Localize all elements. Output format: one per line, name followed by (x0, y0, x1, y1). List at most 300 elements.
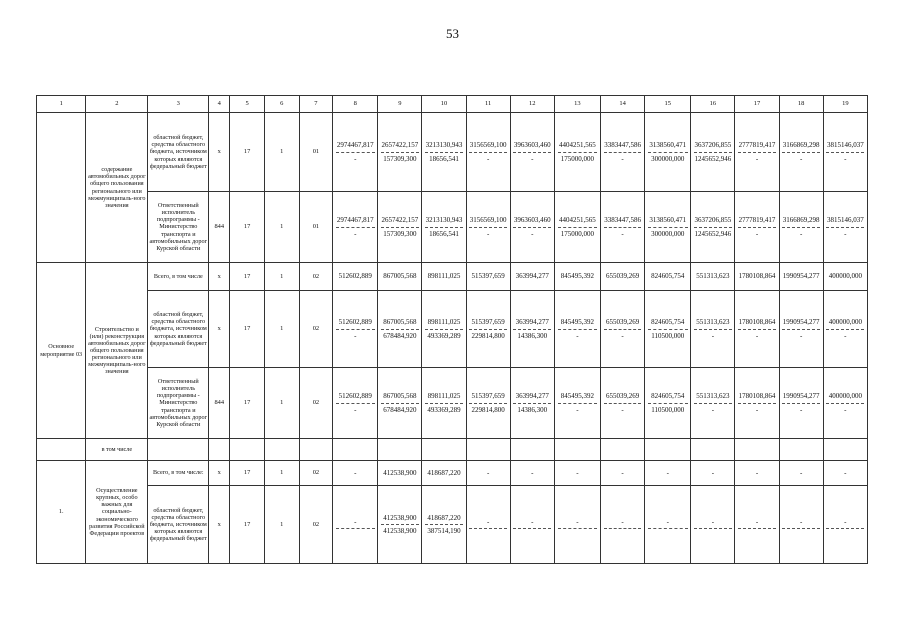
funding-source-cell: областной бюджет, средства областного бюджета, источником которых являются федеральный бюджет (148, 486, 209, 564)
value-cell: - (333, 461, 378, 486)
code-cell: 02 (299, 486, 333, 564)
stacked-value-cell (823, 291, 867, 368)
stacked-value-cell (823, 368, 867, 439)
stacked-value-cell (779, 113, 823, 192)
stacked-value-cell (466, 486, 510, 564)
total-value: 2777819,417 (738, 141, 776, 150)
dashed-rule (738, 227, 776, 228)
value-stack (692, 518, 733, 531)
total-value: 4404251,565 (559, 141, 596, 150)
value-stack (646, 518, 689, 531)
total-value: 3963603,460 (513, 216, 551, 225)
total-label-cell: Всего, в том числе: (148, 461, 209, 486)
stacked-value-cell (779, 486, 823, 564)
value-stack (646, 318, 689, 339)
total-value: - (621, 517, 624, 526)
table-row (37, 439, 868, 461)
value-stack (825, 216, 866, 237)
value-stack (825, 392, 866, 413)
dashed-rule (469, 403, 507, 404)
code-cell: 1 (264, 113, 299, 192)
value-stack (646, 216, 689, 237)
total-value: 845495,392 (560, 318, 595, 327)
total-value: - (844, 517, 847, 526)
value-stack (334, 141, 376, 162)
total-value: 1990954,277 (782, 392, 820, 401)
stacked-value-cell (554, 486, 600, 564)
value-stack (692, 318, 733, 339)
empty-cell (37, 439, 86, 461)
total-value: 2657422,157 (381, 141, 419, 150)
dashed-rule (648, 528, 688, 529)
table-row (37, 368, 868, 439)
dashed-rule (738, 528, 776, 529)
federal-value: - (844, 331, 847, 340)
code-cell: 17 (230, 192, 265, 263)
code-cell: 1 (264, 291, 299, 368)
column-number-header: 12 (510, 96, 554, 113)
federal-value: 678484,920 (383, 331, 417, 340)
dashed-rule (826, 227, 864, 228)
value-stack (736, 518, 777, 531)
empty-cell (264, 439, 299, 461)
value-stack (781, 318, 822, 339)
dashed-rule (513, 329, 551, 330)
code-cell: 01 (299, 192, 333, 263)
code-cell: 844 (209, 368, 230, 439)
dashed-rule (381, 227, 419, 228)
stacked-value-cell (510, 368, 554, 439)
total-value: 824605,754 (651, 318, 685, 327)
value-stack (692, 216, 733, 237)
value-stack (825, 318, 866, 339)
stacked-value-cell (333, 486, 378, 564)
value-stack (512, 392, 553, 413)
value-stack (736, 318, 777, 339)
total-value: 3815146,037 (826, 216, 864, 225)
item-number-cell: 1. (37, 461, 86, 564)
stacked-value-cell (601, 486, 645, 564)
federal-value: - (354, 405, 357, 414)
header-row (37, 96, 868, 113)
stacked-value-cell (645, 113, 691, 192)
stacked-value-cell (466, 291, 510, 368)
table-row (37, 263, 868, 291)
value-stack (781, 141, 822, 162)
stacked-value-cell (422, 113, 466, 192)
stacked-value-cell (779, 368, 823, 439)
total-value: - (711, 517, 715, 526)
value-stack (736, 216, 777, 237)
federal-value: - (755, 405, 759, 414)
value-stack (379, 318, 420, 339)
federal-value: - (844, 405, 847, 414)
empty-cell (601, 439, 645, 461)
value-cell: - (554, 461, 600, 486)
value-cell: - (779, 461, 823, 486)
dashed-rule (336, 152, 375, 153)
value-cell: 655039,269 (601, 263, 645, 291)
total-value: 3156569,100 (469, 141, 507, 150)
value-cell: 867005,568 (378, 263, 422, 291)
column-number-header: 4 (209, 96, 230, 113)
dashed-rule (604, 152, 642, 153)
dashed-rule (513, 152, 551, 153)
value-stack (468, 216, 509, 237)
stacked-value-cell (378, 113, 422, 192)
total-value: 400000,000 (828, 392, 862, 401)
stacked-value-cell (333, 192, 378, 263)
dashed-rule (558, 329, 598, 330)
dashed-rule (604, 403, 642, 404)
page-number: 53 (446, 26, 459, 41)
value-stack (602, 318, 643, 339)
dashed-rule (694, 528, 732, 529)
total-value: 418687,220 (427, 513, 461, 522)
empty-cell (299, 439, 333, 461)
dashed-rule (826, 329, 864, 330)
federal-value: 110500,000 (651, 331, 685, 340)
stacked-value-cell (333, 291, 378, 368)
value-cell: 512602,889 (333, 263, 378, 291)
stacked-value-cell (554, 113, 600, 192)
total-value: 551313,623 (696, 392, 730, 401)
dashed-rule (782, 403, 820, 404)
column-number-header: 1 (37, 96, 86, 113)
value-stack (423, 392, 464, 413)
value-stack (692, 141, 733, 162)
empty-cell (148, 439, 209, 461)
column-number-header: 9 (378, 96, 422, 113)
dashed-rule (738, 403, 776, 404)
column-number-header: 10 (422, 96, 466, 113)
code-cell: х (209, 461, 230, 486)
dashed-rule (694, 329, 732, 330)
code-cell: 17 (230, 461, 265, 486)
total-value: 3815146,037 (826, 141, 864, 150)
total-value: 3963603,460 (513, 141, 551, 150)
column-number-header: 14 (601, 96, 645, 113)
value-stack (602, 216, 643, 237)
total-value: - (576, 517, 579, 526)
dashed-rule (513, 227, 551, 228)
dashed-rule (648, 403, 688, 404)
total-value: 2974467,817 (336, 141, 374, 150)
empty-cell (378, 439, 422, 461)
column-number-header: 19 (823, 96, 867, 113)
total-value: 363994,277 (515, 318, 549, 327)
federal-value: 300000,000 (651, 229, 685, 238)
total-value: 512602,889 (338, 392, 372, 401)
column-number-header: 17 (735, 96, 779, 113)
value-stack (512, 216, 553, 237)
funding-source-cell: областной бюджет, средства областного бюджета, источником которых являются федеральный бюджет (148, 291, 209, 368)
total-value: 3637206,855 (694, 141, 732, 150)
dashed-rule (513, 528, 551, 529)
dashed-rule (336, 403, 375, 404)
empty-cell (466, 439, 510, 461)
federal-value: - (711, 331, 715, 340)
value-cell: 1990954,277 (779, 263, 823, 291)
stacked-value-cell (466, 192, 510, 263)
federal-value: 229814,800 (471, 405, 505, 414)
code-cell: 17 (230, 113, 265, 192)
federal-value: 1245652,946 (694, 154, 732, 163)
code-cell: х (209, 263, 230, 291)
federal-value: - (755, 229, 759, 238)
value-stack (556, 518, 599, 531)
code-cell: 02 (299, 291, 333, 368)
value-stack (379, 216, 420, 237)
total-value: 655039,269 (605, 318, 640, 327)
value-stack (468, 392, 509, 413)
including-label-cell: в том числе (86, 439, 148, 461)
federal-value: 157309,300 (383, 229, 417, 238)
dashed-rule (381, 152, 419, 153)
column-number-header: 5 (230, 96, 265, 113)
code-cell: 02 (299, 461, 333, 486)
dashed-rule (782, 152, 820, 153)
empty-cell (209, 439, 230, 461)
federal-value: 229814,800 (471, 331, 505, 340)
value-stack (646, 392, 689, 413)
value-stack (602, 141, 643, 162)
dashed-rule (648, 227, 688, 228)
stacked-value-cell (645, 486, 691, 564)
value-stack (825, 518, 866, 531)
table-row (37, 192, 868, 263)
value-stack (556, 392, 599, 413)
stacked-value-cell (601, 368, 645, 439)
empty-cell (735, 439, 779, 461)
value-cell: 515397,659 (466, 263, 510, 291)
dashed-rule (425, 152, 463, 153)
federal-value: - (799, 154, 803, 163)
stacked-value-cell (378, 486, 422, 564)
dashed-rule (425, 227, 463, 228)
measure-number-cell: Основное мероприятие 03 (37, 263, 86, 439)
value-cell: - (645, 461, 691, 486)
code-cell: 17 (230, 486, 265, 564)
federal-value: 387514,190 (427, 527, 461, 535)
dashed-rule (694, 227, 732, 228)
code-cell: 01 (299, 113, 333, 192)
stacked-value-cell (691, 113, 735, 192)
stacked-value-cell (554, 368, 600, 439)
total-value: 1780108,864 (738, 392, 776, 401)
federal-value: - (711, 405, 715, 414)
code-cell: х (209, 113, 230, 192)
column-number-header: 15 (645, 96, 691, 113)
stacked-value-cell (510, 486, 554, 564)
dashed-rule (604, 528, 642, 529)
dashed-rule (425, 329, 463, 330)
empty-cell (691, 439, 735, 461)
value-stack (692, 392, 733, 413)
measure-name-cell: содержание автомобильных дорог общего пользования регионального или межмуниципаль-ного значения (86, 113, 148, 263)
dashed-rule (425, 524, 463, 525)
value-cell: - (510, 461, 554, 486)
column-number-header: 11 (466, 96, 510, 113)
value-stack (736, 392, 777, 413)
stacked-value-cell (735, 113, 779, 192)
value-stack (423, 216, 464, 237)
federal-value: - (621, 229, 624, 238)
value-stack (423, 141, 464, 162)
value-cell: - (466, 461, 510, 486)
dashed-rule (558, 152, 598, 153)
dashed-rule (469, 227, 507, 228)
total-value: 824605,754 (651, 392, 685, 401)
empty-cell (779, 439, 823, 461)
dashed-rule (694, 403, 732, 404)
value-stack (423, 318, 464, 339)
table-row (37, 291, 868, 368)
value-stack (556, 141, 599, 162)
federal-value: 493369,289 (427, 405, 461, 414)
value-stack (512, 318, 553, 339)
dashed-rule (826, 528, 864, 529)
value-stack (602, 518, 643, 531)
code-cell: 02 (299, 263, 333, 291)
total-value: 3156569,100 (469, 216, 507, 225)
total-value: 1780108,864 (738, 318, 776, 327)
total-value: 2777819,417 (738, 216, 776, 225)
total-value: - (799, 517, 803, 526)
dashed-rule (381, 329, 419, 330)
value-cell: 1780108,864 (735, 263, 779, 291)
stacked-value-cell (779, 291, 823, 368)
federal-value: 14386,300 (517, 331, 548, 340)
code-cell: 02 (299, 368, 333, 439)
value-stack (556, 318, 599, 339)
total-value: 898111,025 (427, 318, 461, 327)
dashed-rule (336, 227, 375, 228)
stacked-value-cell (554, 291, 600, 368)
federal-value: - (486, 229, 490, 238)
dashed-rule (604, 329, 642, 330)
stacked-value-cell (735, 192, 779, 263)
value-cell: 412538,900 (378, 461, 422, 486)
federal-value: 678484,920 (383, 405, 417, 414)
column-number-header: 18 (779, 96, 823, 113)
dashed-rule (738, 329, 776, 330)
federal-value: - (755, 331, 759, 340)
federal-value: - (354, 331, 357, 340)
dashed-rule (469, 152, 507, 153)
federal-value: 493369,289 (427, 331, 461, 340)
dashed-rule (558, 227, 598, 228)
code-cell: х (209, 291, 230, 368)
value-cell: - (691, 461, 735, 486)
total-value: 3213130,943 (425, 216, 463, 225)
dashed-rule (826, 152, 864, 153)
dashed-rule (782, 329, 820, 330)
total-value: 867005,568 (383, 318, 417, 327)
dashed-rule (425, 403, 463, 404)
stacked-value-cell (422, 192, 466, 263)
total-value: 3383447,586 (604, 216, 641, 225)
empty-cell (422, 439, 466, 461)
dashed-rule (738, 152, 776, 153)
value-stack (646, 141, 689, 162)
stacked-value-cell (601, 291, 645, 368)
stacked-value-cell (378, 192, 422, 263)
federal-value: 412538,900 (383, 527, 417, 535)
value-stack (334, 518, 376, 531)
stacked-value-cell (510, 113, 554, 192)
value-stack (736, 141, 777, 162)
total-value: 363994,277 (515, 392, 549, 401)
total-value: 3166869,298 (782, 141, 820, 150)
stacked-value-cell (554, 192, 600, 263)
total-value: 3383447,586 (604, 141, 641, 150)
empty-cell (645, 439, 691, 461)
value-cell: 845495,392 (554, 263, 600, 291)
federal-value: - (576, 331, 579, 340)
code-cell: 17 (230, 263, 265, 291)
measure-name-cell: Осуществление крупных, особо важных для социально-экономического развития Российской Федерации проектов (86, 461, 148, 564)
code-cell: 1 (264, 263, 299, 291)
value-stack (379, 514, 420, 535)
stacked-value-cell (422, 486, 466, 564)
value-stack (334, 318, 376, 339)
stacked-value-cell (691, 486, 735, 564)
federal-value: 1245652,946 (694, 229, 732, 238)
responsible-executor-cell: Ответственный исполнитель подпрограммы - Министерство транспорта и автомобильных дорог Курской области (148, 368, 209, 439)
value-cell: - (823, 461, 867, 486)
value-stack (468, 141, 509, 162)
stacked-value-cell (735, 291, 779, 368)
value-stack (781, 216, 822, 237)
table-row (37, 113, 868, 192)
stacked-value-cell (645, 368, 691, 439)
federal-value: - (755, 154, 759, 163)
value-stack (334, 216, 376, 237)
budget-table (36, 95, 868, 564)
dashed-rule (381, 403, 419, 404)
dashed-rule (782, 227, 820, 228)
stacked-value-cell (779, 192, 823, 263)
dashed-rule (513, 403, 551, 404)
dashed-rule (469, 528, 507, 529)
value-stack (556, 216, 599, 237)
federal-value: - (486, 154, 490, 163)
dashed-rule (336, 329, 375, 330)
value-cell: 363994,277 (510, 263, 554, 291)
total-value: 3213130,943 (425, 141, 463, 150)
column-number-header: 13 (554, 96, 600, 113)
value-cell: 824605,754 (645, 263, 691, 291)
dashed-rule (558, 528, 598, 529)
dashed-rule (469, 329, 507, 330)
column-number-header: 6 (264, 96, 299, 113)
measure-name-cell: Строительство и (или) реконструкция автомобильных дорог общего пользования регионального или межмуниципаль-ного значения (86, 263, 148, 439)
value-cell: - (601, 461, 645, 486)
federal-value: - (844, 229, 847, 238)
code-cell: х (209, 486, 230, 564)
total-value: 4404251,565 (559, 216, 596, 225)
value-stack (468, 518, 509, 531)
federal-value: - (576, 405, 579, 414)
federal-value: - (799, 229, 803, 238)
federal-value: 18656,541 (429, 229, 459, 238)
total-value: 3637206,855 (694, 216, 732, 225)
code-cell: 17 (230, 368, 265, 439)
total-value: 845495,392 (560, 392, 595, 401)
stacked-value-cell (333, 368, 378, 439)
federal-value: - (354, 154, 357, 163)
